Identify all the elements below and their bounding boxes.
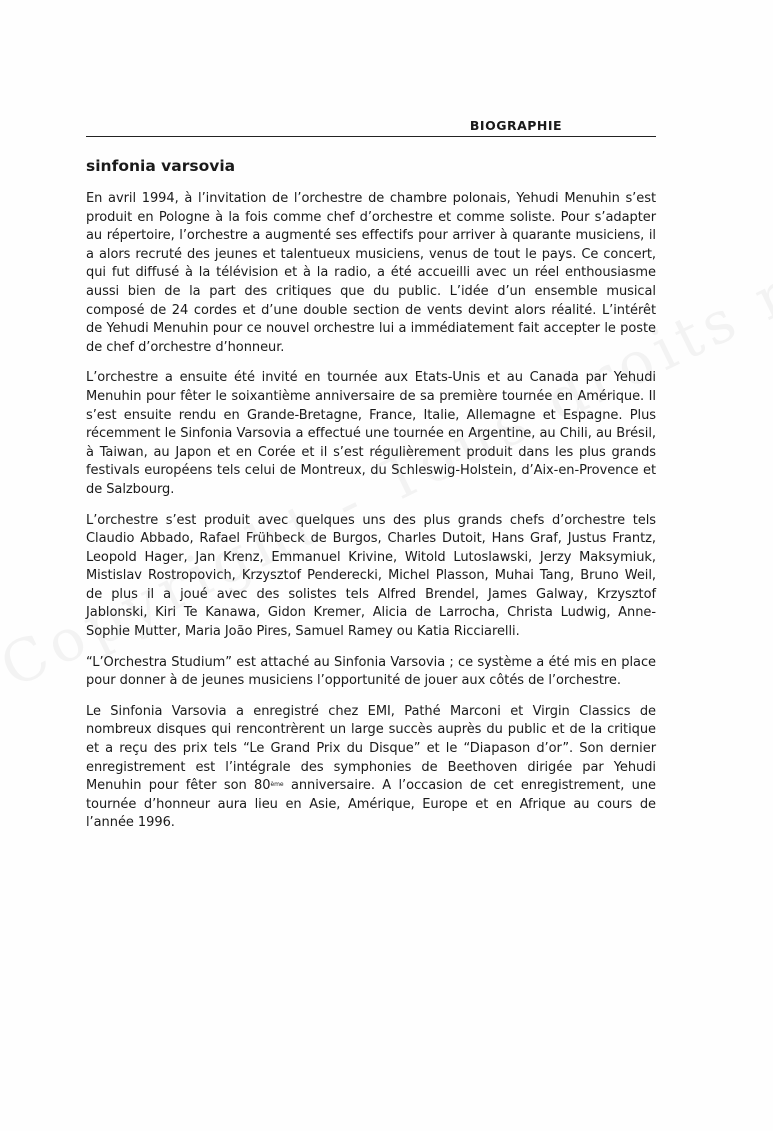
paragraph-5 bbox=[86, 703, 656, 833]
paragraph-1: En avril 1994, à l’invitation de l’orchestre de chambre polonais, Yehudi Menuhin s’est produit en Pologne à la fois comme chef d’orchestre et comme soliste. Pour s’adapter au répertoire, l’orchestre a augmenté ses effectifs pour arriver à quarante musiciens, il a alors recruté des jeunes et talentueux musiciens, venus de tout le pays. Ce concert, qui fut diffusé à la télévision et à la radio, a été accueilli avec un réel enthousiasme aussi bien de la part des critiques que du public. L’idée d’un ensemble musical composé de 24 cordes et d’une double section de vents devint alors réalité. L’intérêt de Yehudi Menuhin pour ce nouvel orchestre lui a immédiatement fait accepter le poste de chef d’orchestre d’honneur. bbox=[86, 191, 656, 355]
paragraph-2: L’orchestre a ensuite été invité en tournée aux Etats-Unis et au Canada par Yehudi Menuhin pour fêter le soixantième anniversaire de sa première tournée en Amérique. Il s’est ensuite rendu en Grande-Bretagne, France, Italie, Allemagne et Espagne. Plus récemment le Sinfonia Varsovia a effectué une tournée en Argentine, au Chili, au Brésil, à Taiwan, au Japon et en Corée et il s’est régulièrement produit dans les plus grands festivals européens tels celui de Montreux, du Schleswig-Holstein, d’Aix-en-Provence et de Salzbourg. bbox=[86, 370, 656, 497]
header-label: BIOGRAPHIE bbox=[469, 118, 563, 133]
paragraph-4: “L’Orchestra Studium” est attaché au Sinfonia Varsovia ; ce système a été mis en place pour donner à de jeunes musiciens l’opportunité de jouer aux côtés de l’orchestre. bbox=[86, 654, 656, 689]
ordinal-superscript: ème bbox=[270, 781, 284, 789]
paragraph-3: L’orchestre s’est produit avec quelques uns des plus grands chefs d’orchestre tels Claudio Abbado, Rafael Frühbeck de Burgos, Charles Dutoit, Hans Graf, Justus Frantz, Leopold Hager, Jan Krenz, Emmanuel Krivine, Witold Lutoslawski, Jerzy Maksymiuk, Mistislav Rostropovich, Krzysztof Penderecki, Michel Plasson, Muhai Tang, Bruno Weil, de plus il a joué avec des solistes tels Alfred Brendel, James Galway, Krzysztof Jablonski, Kiri Te Kanawa, Gidon Kremer, Alicia de Larrocha, Christa Ludwig, Anne-Sophie Mutter, Maria João Pires, Samuel Ramey ou Katia Ricciarelli. bbox=[86, 512, 656, 640]
paragraph-5-text-start: Le Sinfonia Varsovia a enregistré chez EMI, Pathé Marconi et Virgin Classics de nombreux disques qui rencontrèrent un large succès auprès du public et de la critique et a reçu des prix tels “Le Grand Prix du Disque” et le “Diapason d’or”. Son dernier enregistrement est l’intégrale des symphonies de Beethoven dirigée par Yehudi Menuhin pour fêter son 80 bbox=[86, 703, 656, 794]
section-title: sinfonia varsovia bbox=[86, 157, 236, 175]
paragraph-5-text-end: anniversaire. A l’occasion de cet enregistrement, une tournée d’honneur aura lieu en Asie, Amérique, Europe et en Afrique au cours de l’année 1996. bbox=[86, 778, 657, 831]
page-header bbox=[86, 116, 656, 137]
biography-body bbox=[86, 190, 656, 845]
